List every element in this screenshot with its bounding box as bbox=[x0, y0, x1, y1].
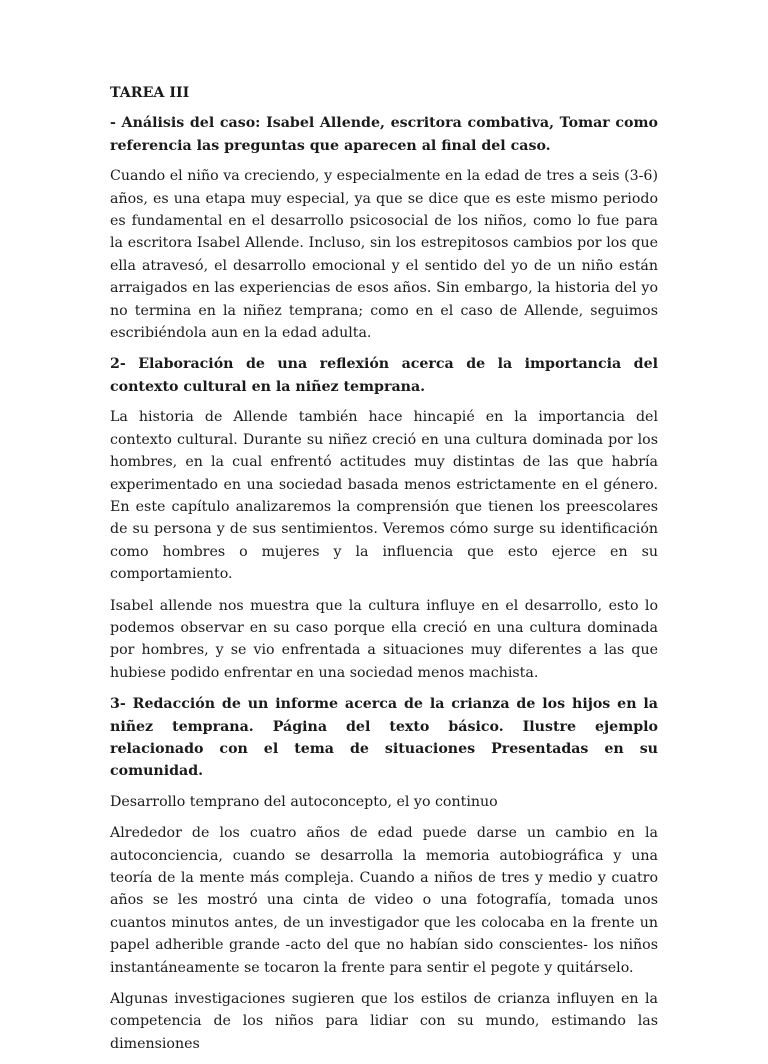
paragraph-5: Alrededor de los cuatro años de edad puede darse un cambio en la autoconciencia, cuando se desarrolla la memoria autobiográfica y una teoría de la mente más compleja. Cuando a niños de tres y medio y cuatro años se les mostró una cinta de video o una fotografía, tomada unos cuantos minutos antes, de un investigador que les colocaba en la frente un papel adherible grande -acto del que no habían sido conscientes- los niños instantáneamente se tocaron la frente para sentir el pegote y quitárselo. bbox=[110, 825, 658, 976]
section-heading-2: 2- Elaboración de una reflexión acerca de la importancia del contexto cultural en la niñez temprana. bbox=[110, 356, 658, 395]
section-heading-3: 3- Redacción de un informe acerca de la crianza de los hijos en la niñez temprana. Página del texto básico. Ilustre ejemplo relacionado con el tema de situaciones Presentadas en su comunidad. bbox=[110, 696, 658, 780]
paragraph-3: Isabel allende nos muestra que la cultura influye en el desarrollo, esto lo podemos observar en su caso porque ella creció en una cultura dominada por hombres, y se vio enfrentada a situaciones muy diferentes a las que hubiese podido enfrentar en una sociedad menos machista. bbox=[110, 597, 658, 681]
paragraph-1: Cuando el niño va creciendo, y especialmente en la edad de tres a seis (3-6) años, es una etapa muy especial, ya que se dice que es este mismo periodo es fundamental en el desarrollo psicosocial de los niños, como lo fue para la escritora Isabel Allende. Incluso, sin los estrepitosos cambios por los que ella atravesó, el desarrollo emocional y el sentido del yo de un niño están arraigados en las experiencias de esos años. Sin embargo, la historia del yo no termina en la niñez temprana; como en el caso de Allende, seguimos escribiéndola aun en la edad adulta. bbox=[110, 168, 658, 342]
paragraph-6: Algunas investigaciones sugieren que los estilos de crianza influyen en la competencia de los niños para lidiar con su mundo, estimando las dimensiones bbox=[110, 991, 658, 1052]
paragraph-2: La historia de Allende también hace hincapié en la importancia del contexto cultural. Durante su niñez creció en una cultura dominada por los hombres, en la cual enfrentó actitudes muy distintas de las que habría experimentado en una sociedad basada menos estrictamente en el género. En este capítulo analizaremos la comprensión que tienen los preescolares de su persona y de sus sentimientos. Veremos cómo surge su identificación como hombres o mujeres y la influencia que esto ejerce en su comportamiento. bbox=[110, 409, 658, 583]
document-page bbox=[110, 82, 658, 1064]
paragraph-4: Desarrollo temprano del autoconcepto, el yo continuo bbox=[110, 793, 498, 810]
document-title: TAREA III bbox=[110, 85, 190, 101]
section-heading-1: - Análisis del caso: Isabel Allende, escritora combativa, Tomar como referencia las preguntas que aparecen al final del caso. bbox=[110, 115, 658, 154]
